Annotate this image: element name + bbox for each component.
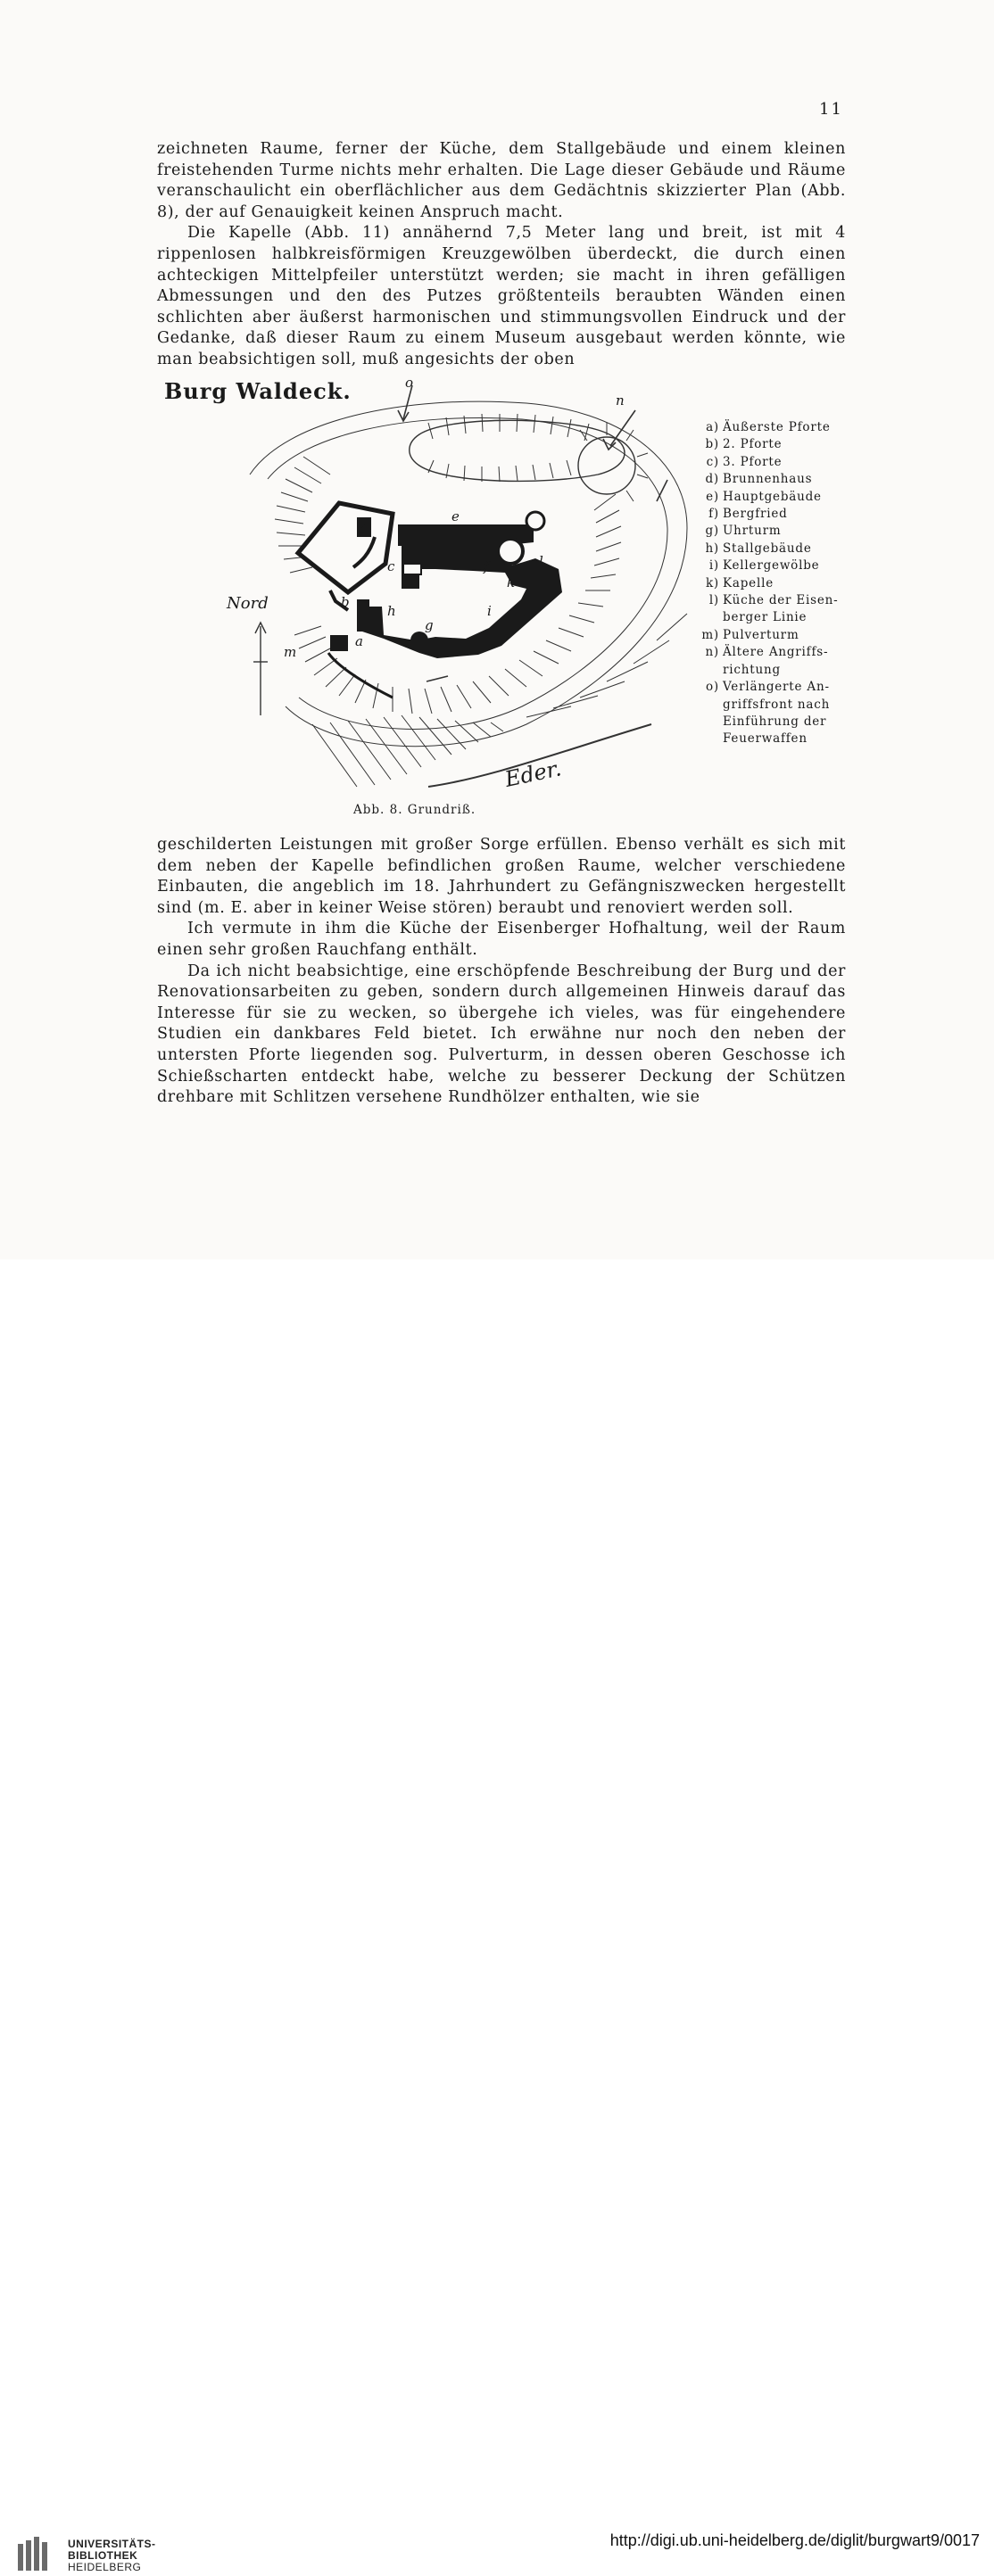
legend-item: g) Uhrturm [705,524,782,539]
hill-hatching [250,385,687,787]
figure-caption: Abb. 8. Grundriß. [353,803,476,817]
map-label-b: b [341,594,350,610]
legend-item-continuation: berger Linie [723,610,808,625]
text-block-bottom [157,835,846,1109]
paragraph: zeichneten Raume, ferner der Küche, dem Stallgebäude und einem kleinen freistehenden Turme nichts mehr erhalten. Die Lage dieser Gebäude und Räume veranschaulicht ein oberflächlicher aus dem Gedächtnis skizzierter Plan (Abb. 8), der auf Genauigkeit keinen Anspruch macht. [157,140,846,221]
map-label-m: m [284,644,297,660]
legend-item: m) Pulverturm [701,627,799,642]
legend-item: f) Bergfried [708,507,788,522]
scanned-page [0,0,994,1259]
paragraph: Da ich nicht beabsichtige, eine erschöpfende Beschreibung der Burg und der Renovationsarbeiten zu geben, sondern durch allgemeinen Hinweis darauf das Interesse für sie zu wecken, so übergehe ich vieles, was für eingehendere Studien ein dankbares Feld bietet. Ich erwähne nur noch den neben der untersten Pforte liegenden sog. Pulverturm, in dessen oberen Geschosse ich Schießscharten entdeckt habe, welche zu besserer Deckung der Schützen drehbare mit Schlitzen versehene Rundhölzer enthalten, wie sie [157,962,846,1107]
map-label-c: c [387,558,395,574]
map-label-d: d [359,521,368,537]
legend-item: i) Kellergewölbe [708,558,820,574]
legend-item-continuation: Feuerwaffen [723,731,808,747]
library-logo-icon [14,2535,55,2576]
paragraph: geschilderten Leistungen mit großer Sorge erfüllen. Ebenso verhält es sich mit dem neben der Kapelle befindlichen großen Raume, welcher verschiedene Einbauten, die angeblich im 18. Jahrhundert zu Gefängniszwecken hergestellt sind (m. E. aber in keiner Weise stören) beraubt und renoviert werden soll. [157,836,846,917]
map-label-h: h [387,603,396,619]
library-name: UNIVERSITÄTS- BIBLIOTHEK HEIDELBERG [68,2538,156,2573]
map-label-f: f [484,558,489,574]
paragraph: Ich vermute in ihm die Küche der Eisenberger Hofhaltung, weil der Raum einen sehr großen Rauchfang enthält. [157,920,846,959]
viewer-footer [0,1259,994,2573]
map-label-north: Nord [227,594,269,613]
map-label-a: a [355,633,363,649]
source-url[interactable]: http://digi.ub.uni-heidelberg.de/diglit/burgwart9/0017 [609,2531,980,2549]
legend-item: k) Kapelle [705,575,774,590]
legend-item-continuation: griffsfront nach [723,697,831,712]
map-label-i: i [487,603,492,619]
legend-item: h) Stallgebäude [705,541,812,556]
page-number: 11 [819,100,843,119]
legend-item-continuation: Einführung der [723,714,827,729]
legend-item: o) Verlängerte An- [706,680,830,695]
legend-item: a) Äußerste Pforte [706,420,831,434]
map-label-g: g [425,617,434,633]
text-block-top [157,139,846,371]
map-label-n: n [616,392,625,409]
figure-title: Burg Waldeck. [164,378,352,404]
legend-item: d) Brunnenhaus [705,472,813,487]
legend-item-continuation: richtung [723,662,781,677]
map-label-e: e [451,508,460,524]
legend-item: c) 3. Pforte [706,454,783,469]
map-label-k: k [507,574,516,590]
map-label-river: Eder. [502,755,564,792]
map-label-o: o [405,375,414,391]
legend-item: b) 2. Pforte [705,437,783,452]
legend-item: e) Hauptgebäude [706,489,822,504]
paragraph: Die Kapelle (Abb. 11) annähernd 7,5 Meter lang und breit, ist mit 4 rippenlosen halbkreisförmigen Kreuzgewölben überdeckt, die durch einen achteckigen Mittelpfeiler unterstützt werden; sie macht in ihren gefälligen Abmessungen und den des Putzes größtenteils beraubten Wänden einen schlichten aber äußerst harmonischen und stimmungsvollen Eindruck und der Gedanke, daß dieser Raum zu einem Museum ausgebaut werden könnte, wie man beabsichtigen soll, muß angesichts der oben [157,224,846,368]
map-label-l: l [539,553,543,569]
legend-item: n) Ältere Angriffs- [705,645,829,660]
legend-item: l) Küche der Eisen- [708,593,839,608]
figure-legend [692,419,839,748]
castle-walls [298,503,562,698]
